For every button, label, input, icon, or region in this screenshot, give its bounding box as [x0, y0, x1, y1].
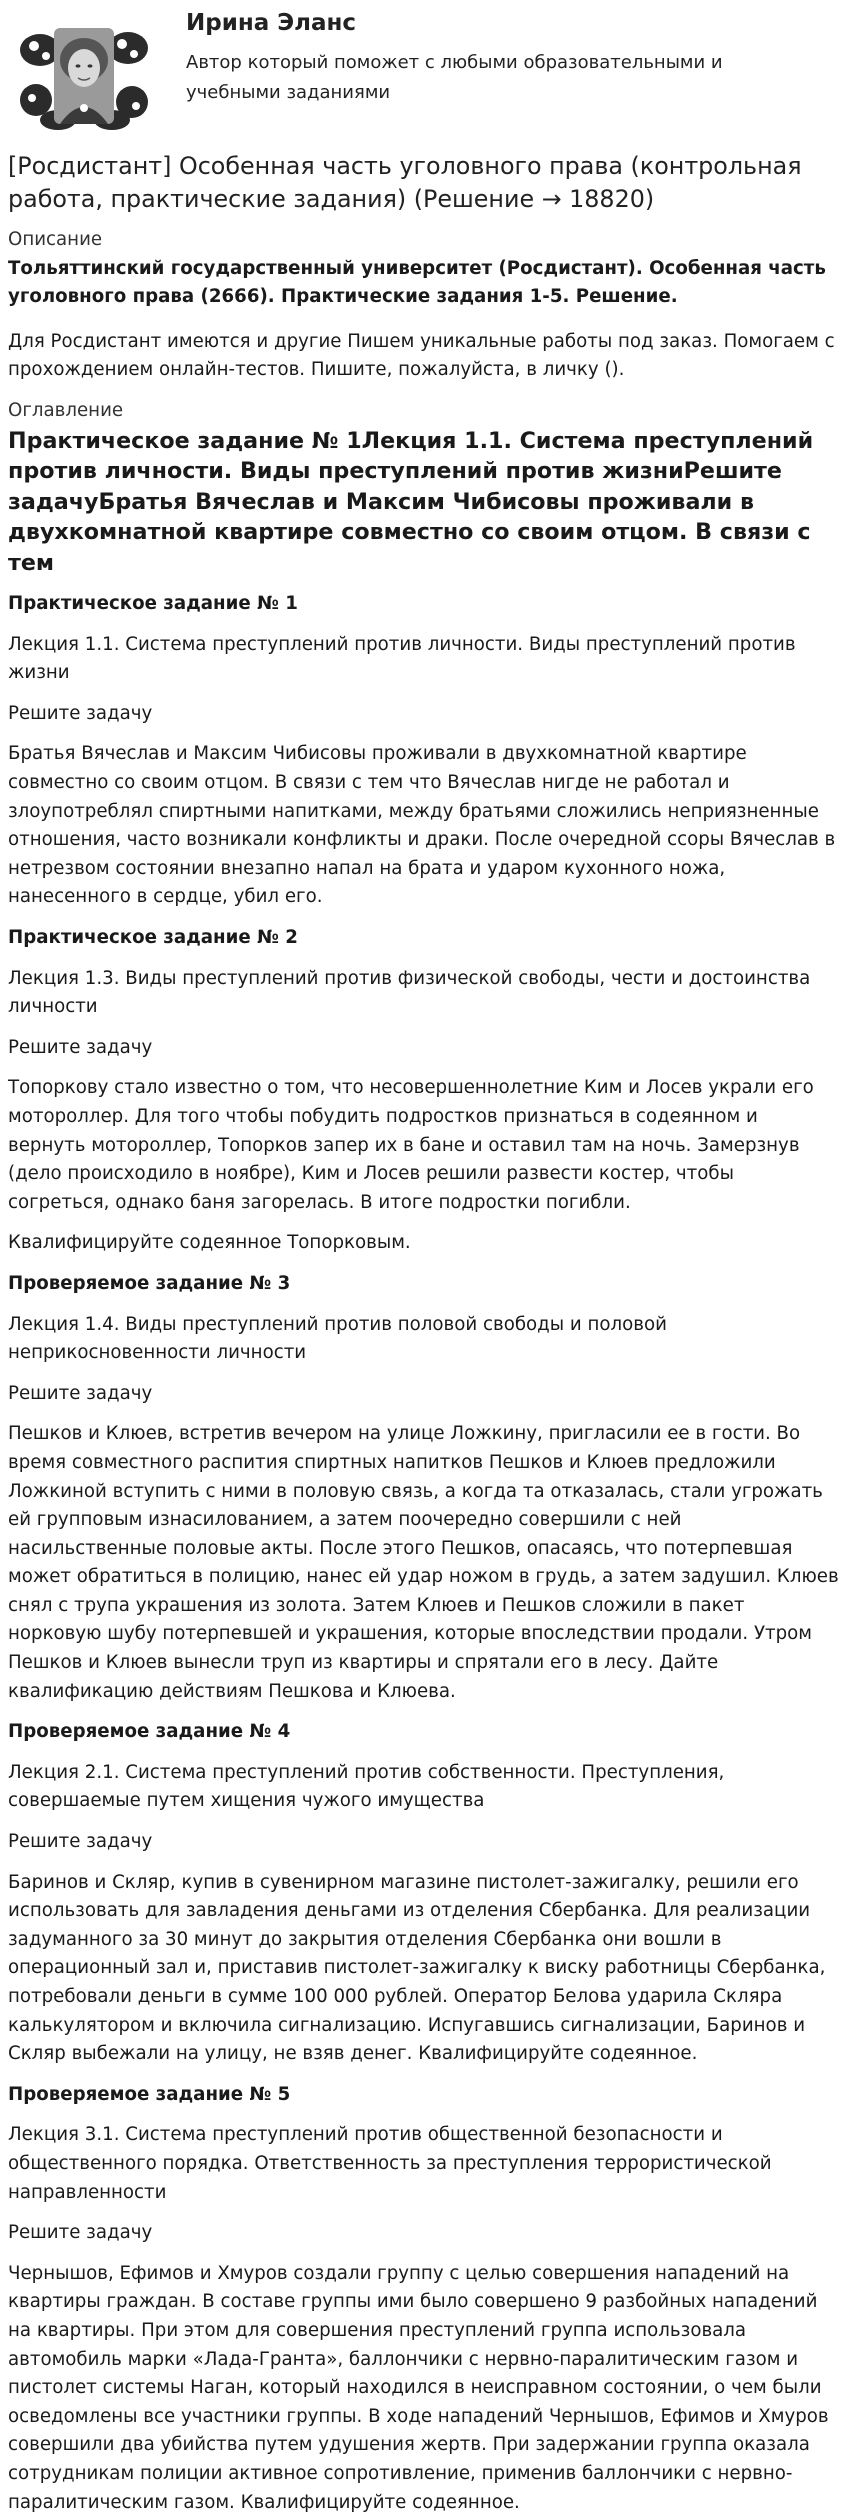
task-lecture: Лекция 1.4. Виды преступлений против половой свободы и половой неприкосновенности личности: [8, 1313, 667, 1364]
description-label: Описание: [8, 229, 103, 250]
task-lecture: Лекция 1.1. Система преступлений против личности. Виды преступлений против жизни: [8, 633, 796, 684]
task-paragraph: Пешков и Клюев, встретив вечером на улице Ложкину, пригласили ее в гости. Во время совместного распития спиртных напитков Пешков и Клюев предложили Ложкиной вступить с ними в половую связь, а когда та отказалась, стали угрожать ей групповым изнасилованием, а затем поочередно совершили с ней насильственные половые акты. После этого Пешков, опасаясь, что потерпевшая может обратиться в полицию, нанес ей удар ножом в грудь, а затем задушил. Клюев снял с трупа украшения из золота. Затем Клюев и Пешков сложили в пакет норковую шубу потерпевшей и украшения, которые впоследствии продали. Утром Пешков и Клюев вынесли труп из квартиры и спрятали его в лесу. Дайте квалификацию действиям Пешкова и Клюева.: [8, 1423, 839, 1702]
task-paragraph: Топоркову стало известно о том, что несовершеннолетние Ким и Лосев украли его мотороллер. Для того чтобы побудить подростков признаться в содеянном и вернуть мотороллер, Топорков запер их в бане и оставил там на ночь. Замерзнув (дело происходило в ноябре), Ким и Лосев решили развести костер, чтобы согреться, однако баня загорелась. В итоге подростки погибли.: [8, 1077, 814, 1213]
task-paragraph: Квалифицируйте содеянное Топорковым.: [8, 1232, 411, 1254]
task-heading: Практическое задание № 1: [8, 593, 298, 615]
task-solve: Решите задачу: [8, 1382, 153, 1404]
task-heading: Проверяемое задание № 4: [8, 1721, 291, 1743]
task-5: [8, 2081, 839, 2517]
author-description: Автор который поможет с любыми образовательными и учебными заданиями: [186, 52, 723, 103]
task-lecture: Лекция 1.3. Виды преступлений против физической свободы, чести и достоинства личности: [8, 967, 811, 1018]
task-lecture: Лекция 3.1. Система преступлений против общественной безопасности и общественного порядка. Ответственность за преступления террористической направленности: [8, 2124, 772, 2203]
task-solve: Решите задачу: [8, 702, 153, 724]
task-1: [8, 590, 839, 912]
task-4: [8, 1718, 839, 2069]
task-heading: Проверяемое задание № 3: [8, 1272, 291, 1294]
task-heading: Практическое задание № 2: [8, 927, 298, 948]
task-paragraph: Чернышов, Ефимов и Хмуров создали группу с целью совершения нападений на квартиры граждан. В составе группы ими было совершено 9 разбойных нападений на квартиры. При этом для совершения преступлений группа использовала автомобиль марки «Лада-Гранта», баллончики с нервно-паралитическим газом и пистолет системы Наган, который находился в неисправном состоянии, о чем были осведомлены все участники группы. В ходе нападений Чернышов, Ефимов и Хмуров совершили два убийства путем удушения жертв. При задержании группа оказала сотрудникам полиции активное сопротивление, применив баллончики с нервно-паралитическим газом. Квалифицируйте содеянное.: [8, 2262, 829, 2513]
task-paragraph: Баринов и Скляр, купив в сувенирном магазине пистолет-зажигалку, решили его использовать для завладения деньгами из отделения Сбербанка. Для реализации задуманного за 30 минут до закрытия отделения Сбербанка они вошли в операционный зал и, приставив пистолет-зажигалку к виску работницы Сбербанка, потребовали деньги в сумме 100 000 рублей. Оператор Белова ударила Скляра калькулятором и включила сигнализацию. Испугавшись сигнализации, Баринов и Скляр выбежали на улицу, не взяв денег. Квалифицируйте содеянное.: [8, 1871, 826, 2065]
author-avatar[interactable]: [18, 20, 150, 132]
author-name[interactable]: Ирина Эланс: [186, 10, 357, 36]
toc-heading: Практическое задание № 1Лекция 1.1. Система преступлений против личности. Виды преступлений против жизниРешите задачуБратья Вячеслав и Максим Чибисовы проживали в двухкомнатной квартире совместно со своим отцом. В связи с тем: [8, 427, 814, 576]
main-content: [8, 150, 839, 2517]
task-2: [8, 924, 839, 1258]
avatar-image: [18, 20, 150, 132]
task-heading: Проверяемое задание № 5: [8, 2083, 291, 2105]
author-block: [8, 0, 839, 140]
description-text: Для Росдистант имеются и другие Пишем уникальные работы под заказ. Помогаем с прохождением онлайн-тестов. Пишите, пожалуйста, в личку ().: [8, 330, 835, 381]
task-solve: Решите задачу: [8, 1036, 153, 1058]
toc-label: Оглавление: [8, 399, 124, 421]
task-paragraph: Братья Вячеслав и Максим Чибисовы проживали в двухкомнатной квартире совместно со своим отцом. В связи с тем что Вячеслав нигде не работал и злоупотреблял спиртными напитками, между братьями сложились неприязненные отношения, часто возникали конфликты и драки. После очередной ссоры Вячеслав в нетрезвом состоянии внезапно напал на брата и ударом кухонного ножа, нанесенного в сердце, убил его.: [8, 743, 836, 908]
description-bold: Тольяттинский государственный университет (Росдистант). Особенная часть уголовного права (2666). Практические задания 1-5. Решение.: [8, 257, 826, 308]
page-title: [Росдистант] Особенная часть уголовного права (контрольная работа, практические задания) (Решение → 18820): [8, 152, 802, 213]
task-solve: Решите задачу: [8, 1831, 153, 1853]
task-3: [8, 1270, 839, 1706]
task-lecture: Лекция 2.1. Система преступлений против собственности. Преступления, совершаемые путем хищения чужого имущества: [8, 1761, 725, 1812]
task-solve: Решите задачу: [8, 2222, 153, 2244]
